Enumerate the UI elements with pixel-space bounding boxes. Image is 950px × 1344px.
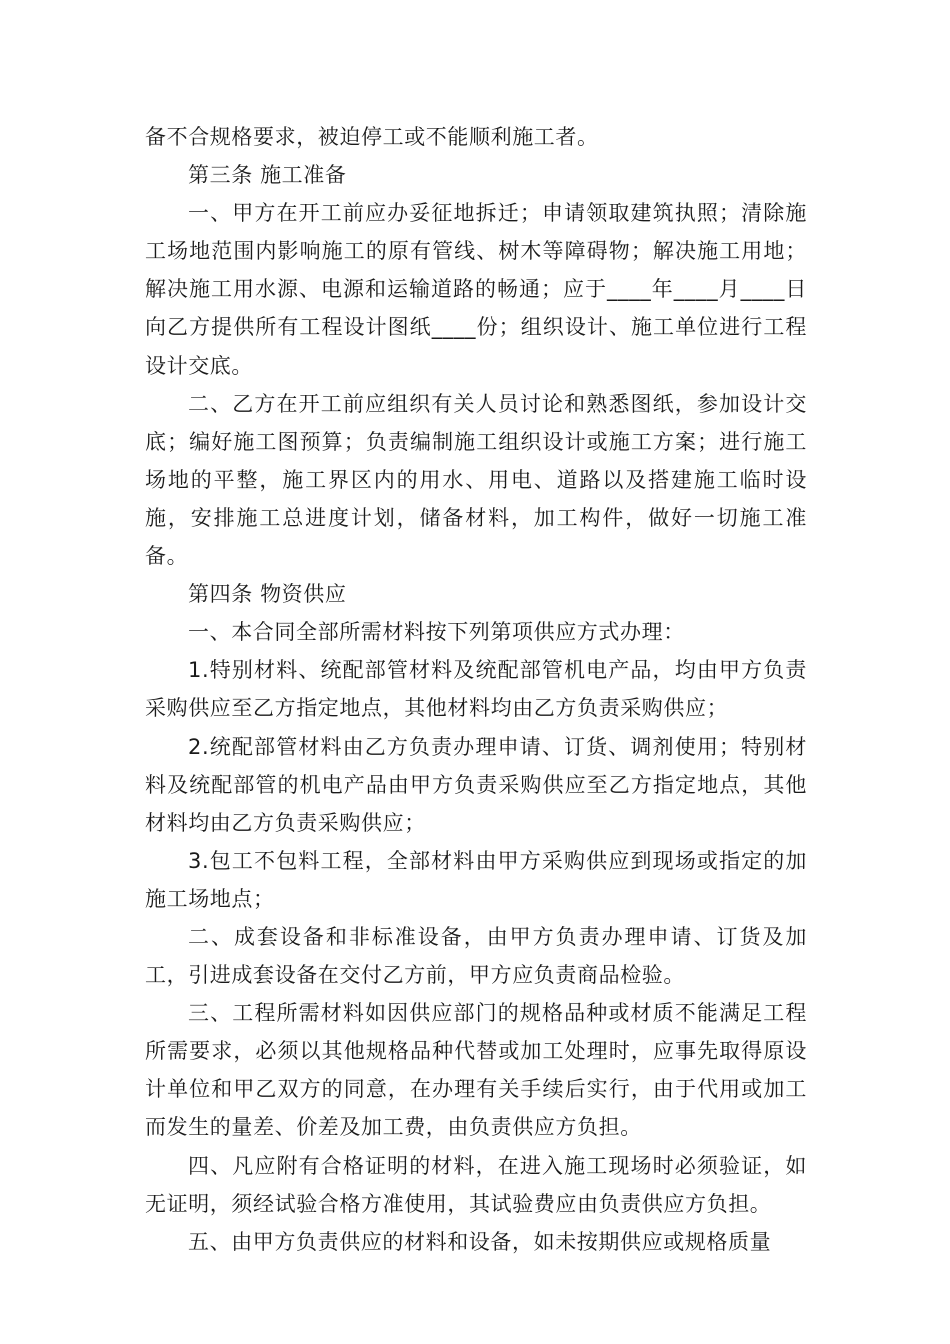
document-body [145,118,807,1261]
section-heading-article-3: 第三条 施工准备 [188,163,347,188]
paragraph-article-4-item-4: 四、凡应附有合格证明的材料，在进入施工现场时必须验证，如无证明，须经试验合格方准使用，其试验费应由负责供应方负担。 [145,1153,807,1216]
paragraph-article-4-item-3: 三、工程所需材料如因供应部门的规格品种或材质不能满足工程所需要求，必须以其他规格品种代替或加工处理时，应事先取得原设计单位和甲乙双方的同意，在办理有关手续后实行，由于代用或加工而发生的量差、价差及加工费，由负责供应方负担。 [145,1001,807,1140]
paragraph-article-4-item-2: 二、成套设备和非标准设备，由甲方负责办理申请、订货及加工，引进成套设备在交付乙方前，甲方应负责商品检验。 [145,924,807,988]
paragraph-article-3-item-2: 二、乙方在开工前应组织有关人员讨论和熟悉图纸，参加设计交底；编好施工图预算；负责编制施工组织设计或施工方案；进行施工场地的平整，施工界区内的用水、用电、道路以及搭建施工临时设施，安排施工总进度计划，储备材料，加工构件，做好一切施工准备。 [145,391,807,569]
section-heading-article-4: 第四条 物资供应 [188,582,347,607]
paragraph-article-4-option-3: 3.包工不包料工程，全部材料由甲方采购供应到现场或指定的加施工场地点； [145,848,807,911]
paragraph-article-3-item-1: 一、甲方在开工前应办妥征地拆迁；申请领取建筑执照；清除施工场地范围内影响施工的原有管线、树木等障碍物；解决施工用地；解决施工用水源、电源和运输道路的畅通；应于____年____月____日向乙方提供所有工程设计图纸____份；组织设计、施工单位进行工程设计交底。 [145,201,807,378]
paragraph-article-4-option-2: 2.统配部管材料由乙方负责办理申请、订货、调剂使用；特别材料及统配部管的机电产品由甲方负责采购供应至乙方指定地点，其他材料均由乙方负责采购供应； [145,734,807,835]
paragraph-article-4-item-5: 五、由甲方负责供应的材料和设备，如未按期供应或规格质量 [188,1229,772,1254]
paragraph-continuation: 备不合规格要求，被迫停工或不能顺利施工者。 [145,125,599,149]
paragraph-article-4-item-1: 一、本合同全部所需材料按下列第项供应方式办理： [188,620,685,645]
paragraph-article-4-option-1: 1.特别材料、统配部管材料及统配部管机电产品，均由甲方负责采购供应至乙方指定地点，其他材料均由乙方负责采购供应； [145,658,807,721]
